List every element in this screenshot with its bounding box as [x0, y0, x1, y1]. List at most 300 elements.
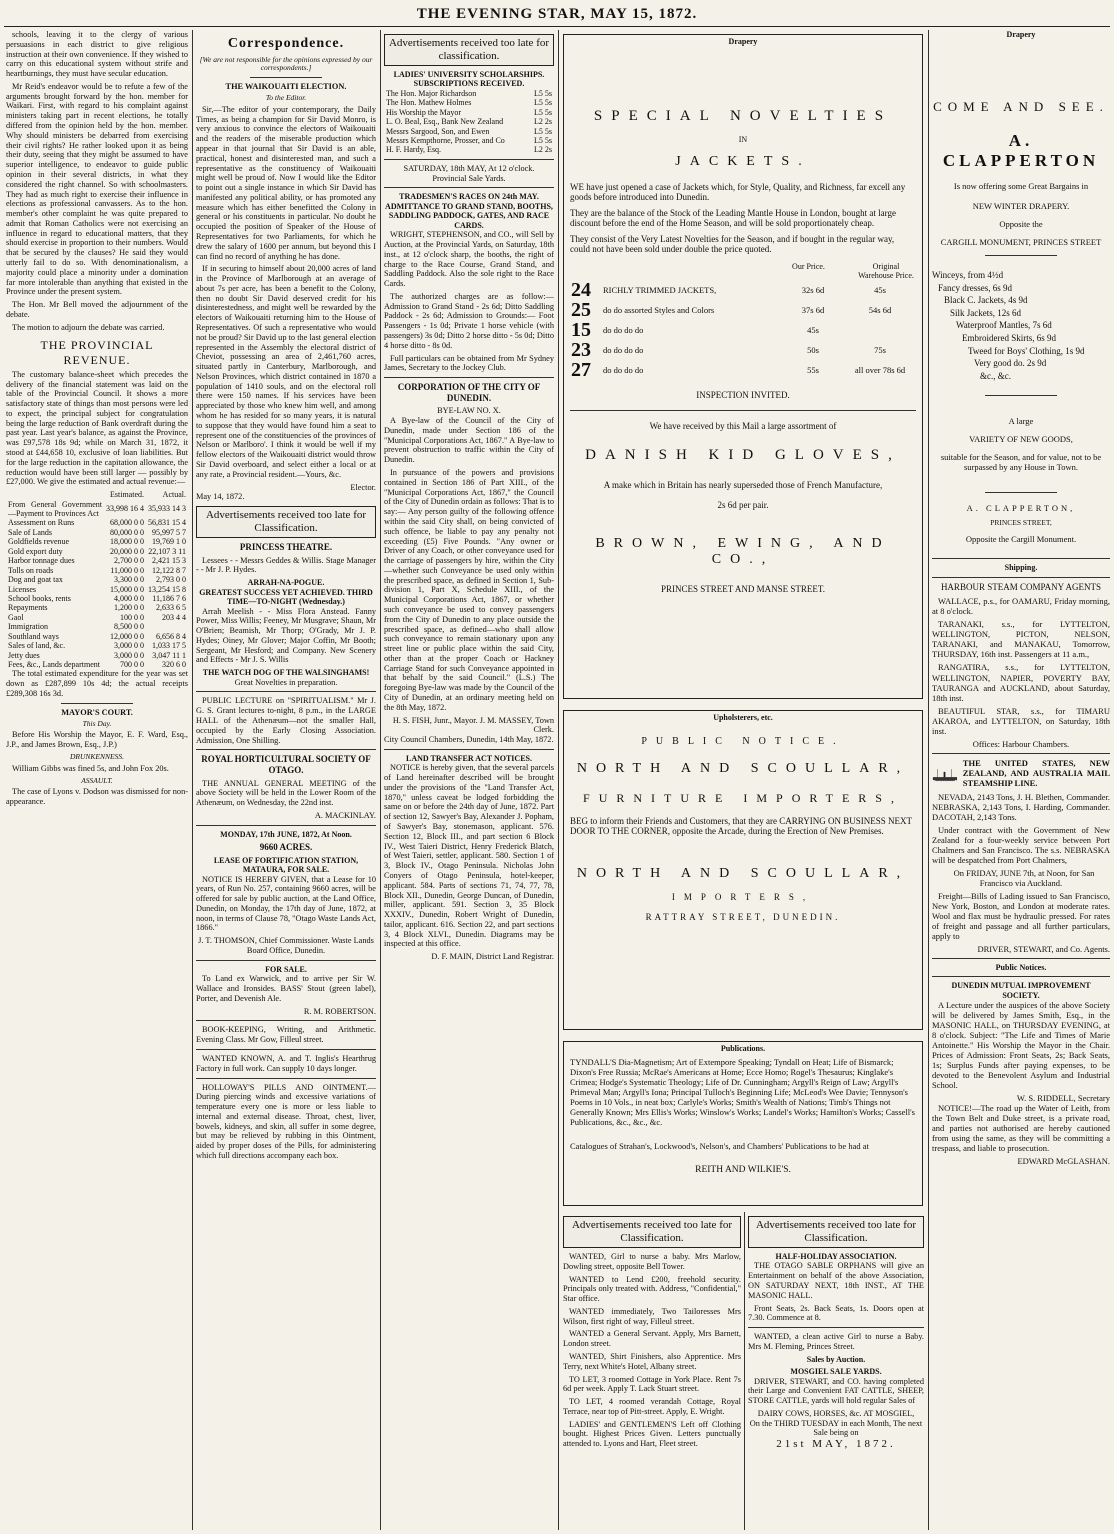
table-cell: RICHLY TRIMMED JACKETS, [603, 285, 717, 295]
divider [384, 187, 554, 188]
ad-text: WANTED to Lend £200, freehold security. Principals only treated with. Address, "Confidential," Star office. [563, 1274, 741, 1304]
ad-text: Great Novelties in preparation. [234, 677, 338, 687]
price-header: Original Warehouse Price. [858, 262, 914, 280]
table-cell: 15 [571, 319, 591, 341]
ad-headline: SPECIAL NOVELTIES [593, 108, 893, 124]
table-cell: 27 [571, 359, 591, 381]
divider [196, 1020, 376, 1021]
ad-title: LAND TRANSFER ACT NOTICES. [406, 753, 532, 763]
column-rule [192, 30, 193, 1530]
table-row [384, 89, 554, 98]
ad-text: WANTED, a clean active Girl to nurse a Baby. Mrs M. Fleming, Princes Street. [748, 1332, 924, 1351]
table-cell: 320 6 0 [162, 660, 186, 669]
ads-header: Advertisements received too late for Classification. [196, 506, 376, 538]
ad-text: SATURDAY, 18th MAY, At 12 o'clock. [403, 163, 535, 173]
ad-text: They consist of the Very Latest Novelties for the Season, and if bought in the regular way, could not have been sold under double the price quoted. [570, 234, 895, 254]
ad-title: LEASE OF FORTIFICATION STATION, MATAURA, FOR SALE. [213, 855, 359, 875]
table-cell: 33,998 16 4 [106, 504, 144, 514]
table-cell: 3,300 0 0 [114, 575, 144, 585]
ad-text: DAIRY COWS, HORSES, &c. AT MOSGIEL, [757, 1408, 915, 1418]
table-cell: Immigration [8, 622, 48, 632]
table-cell: 2,700 0 0 [114, 556, 144, 566]
ad-headline: NORTH AND SCOULLAR, [576, 761, 910, 776]
table-row [6, 575, 188, 584]
table-row [570, 360, 916, 380]
north-scoullar-advert [563, 710, 923, 1030]
table-row [570, 280, 916, 300]
table-cell: 68,000 0 0 [110, 518, 144, 528]
divider [61, 703, 134, 704]
table-row [6, 500, 188, 519]
divider [196, 749, 376, 750]
paragraph: The motion to adjourn the debate was carried. [12, 322, 165, 332]
ad-signature: J. T. THOMSON, Chief Commissioner. Waste Lands Board Office, Dunedin. [198, 936, 374, 956]
ad-text: INSPECTION INVITED. [696, 390, 790, 400]
table-cell: Jetty dues [8, 650, 40, 660]
table-cell: 3,000 0 0 [114, 641, 144, 651]
divider [384, 377, 554, 378]
table-cell: 2,793 0 0 [156, 575, 186, 585]
divider [384, 159, 554, 160]
ad-text: Front Seats, 2s. Back Seats, 1s. Doors open at 7.30. Commence at 8. [748, 1303, 924, 1323]
ad-text: REITH AND WILKIE'S. [695, 1165, 791, 1175]
table-row [6, 566, 188, 575]
ad-title: MONDAY, 17th JUNE, 1872, At Noon. [220, 829, 352, 839]
table-row [384, 98, 554, 107]
ad-text: PRINCES STREET AND MANSE STREET. [661, 584, 825, 594]
letter-to: To the Editor. [265, 92, 307, 102]
divider [932, 976, 1110, 977]
ad-text: TO LET, 4 roomed verandah Cottage, Royal Terrace, near top of Pitt-street. Apply, E. Wright. [563, 1397, 741, 1416]
table-row [6, 632, 188, 641]
ad-text: WANTED immediately, Two Tailoresses Mrs Wilson, first right of way, Filleul street. [563, 1306, 741, 1326]
ad-signature: R. M. ROBERTSON. [303, 1006, 376, 1016]
ad-text: Offices: Harbour Chambers. [972, 738, 1070, 749]
section-heading: Correspondence. [227, 36, 345, 51]
column-rule [380, 30, 381, 1530]
paragraph: Mr Reid's endeavor would be to refute a few of the arguments brought forward by the hon. member for Waikari. First, with regard to his complaint against ministers taking part in recent elections, he totally differed from the opinion held by the hon. member. Why should ministers be debarred from exercising their civil rights? He rather looked upon it as being their duty, seeing that they might be assumed to have superior intelligence, to endeavor to guide public opinion in their several districts, in what they considered the right channel. So with schoolmasters. They had as much right to exercise their influence in elections as professional canvassers. As to the hon. member's other complaint he was quite prepared to admit that Roman Catholics were not exercising an influence in regard to educational matters, that they should exercise in proportion to their numbers. Would that be secured by the clauses? He said they would utterly fail to do so. With denominationalism, a majority could place a minority under a domination far more intolerable than anything that existed in the Province under the present system. [6, 81, 188, 297]
table-row [6, 603, 188, 612]
divider [570, 410, 916, 411]
table-cell: 50s [807, 345, 819, 355]
table-cell: 6,656 8 4 [156, 631, 186, 641]
table-cell: Gaol [8, 612, 24, 622]
ad-text: Opposite the [999, 218, 1043, 229]
section-heading: MAYOR'S COURT. [61, 707, 133, 717]
ad-text: HOLLOWAY'S PILLS AND OINTMENT.—During piercing winds and excessive variations of temperature every one is more or less liable to internal and external disease. Throat, chest, liver, bowels, kidneys, and skin, all suffer in some degree, but may be relieved by rubbing in this Ointment, aided by proper doses of the Pills, for administering which full directions accompany each box. [196, 1082, 376, 1160]
table-cell: 11,000 0 0 [110, 565, 144, 575]
table-cell: do do assorted Styles and Colors [603, 305, 715, 315]
table-cell: Tolls on roads [8, 565, 54, 575]
ad-signature: DRIVER, STEWART, and Co. Agents. [977, 943, 1110, 954]
table-cell: 95,997 5 7 [152, 527, 186, 537]
table-cell: 80,000 0 0 [110, 527, 144, 537]
ad-text: A large [1008, 416, 1034, 427]
ad-text: TYNDALL'S Dia-Magnetism; Art of Extempore Speaking; Tyndall on Heat; Life of Bismarck; Dixon's Free Russia; McRae's Americans at Home; Ecce Homo; Rogel's Thesaurus; Kinglake's Crimea; Hodge's Systematic Theology; Life of Dr. Cunningham; Argyll's Reign of Law; Argyll's Primeval Man; Argyll's Iona; Principal Tulloch's Beginning Life; McLeod's Wee Davie; Tennyson's Poems in 10 Vols., in neat box; Carlyle's Works; Smith's Wealth of Nations; Timb's Things not Generally Known; Mrs Ellis's Works; Winslow's Works; Landel's Works; Hamilton's Works; Cassell's Publications, &c., &c., &c. [570, 1057, 915, 1127]
ad-text: BOOK-KEEPING, Writing, and Arithmetic. Evening Class. Mr Gow, Filleul street. [196, 1025, 376, 1045]
table-cell: L5 5s [534, 107, 552, 117]
ad-text: 21st MAY, 1872. [776, 1438, 896, 1451]
table-row [6, 660, 188, 669]
ad-text: PUBLIC LECTURE on "SPIRITUALISM." Mr J. G. S. Grant lectures to-night, 8 p.m., in the LARGE HALL of the Athenæum—not the smaller Hall, occupied by the Early Closing Association. Admission, One Shilling. [196, 696, 376, 745]
divider [196, 825, 376, 826]
divider [985, 395, 1056, 396]
signature: Elector. [350, 482, 376, 492]
table-row [6, 528, 188, 537]
table-cell: 37s 6d [801, 305, 825, 315]
table-cell: 55s [807, 365, 819, 375]
table-row [6, 585, 188, 594]
ad-text: Opposite the Cargill Monument. [965, 534, 1077, 545]
table-row [6, 537, 188, 546]
ad-text: TO LET, 3 roomed Cottage in York Place. Rent 7s 6d per week. Apply T. Lack Stuart street. [563, 1374, 741, 1394]
ad-text: TARANAKI, s.s., for LYTTELTON, WELLINGTON, PICTON, NELSON, TARANAKI, and MANAKAU, Tomorrow, THURSDAY, 16th inst. Passengers at 11 a.m., [932, 619, 1110, 660]
table-row [570, 300, 916, 320]
list-item: Black C. Jackets, 4s 9d [944, 295, 1028, 306]
masthead: THE EVENING STAR, MAY 15, 1872. [416, 6, 698, 22]
divider [196, 691, 376, 692]
table-cell: His Worship the Mayor [386, 107, 461, 117]
column-auction [748, 1212, 924, 1530]
ad-text: Is now offering some Great Bargains in [953, 180, 1089, 191]
ad-text: THE ANNUAL GENERAL MEETING of the above Society will be held in the Lower Room of the Athenæum, on Wednesday, the 22nd inst. [196, 778, 376, 808]
ad-text: A make which in Britain has nearly superseded those of French Manufacture, [603, 480, 883, 490]
table-row [384, 108, 554, 117]
paragraph: The customary balance-sheet which precedes the delivery of the financial statement was laid on the table of the Provincial Council. It shows a more satisfactory state of things than most persons were led to expect, the principal subject for congratulation being the large reduction of Bank overdraft during the past year. Last year's balance, as against the Province, was £97,578 18s 9d; while on March 31, 1872, it stood at £44,658 10, exclusive of loan liabilities. But for the large reduction in the capitation allowance, the reduction would have been still larger — possibly by £27,000. We give the estimated and actual revenue:— [6, 369, 188, 487]
ad-signature: D. F. MAIN, District Land Registrar. [431, 952, 554, 962]
table-cell: 8,500 0 0 [114, 622, 144, 632]
divider [985, 492, 1056, 493]
table-cell: 22,107 3 11 [148, 546, 186, 556]
ad-text: DRIVER, STEWART, and CO. having completed their Large and Convenient FAT CATTLE, SHEEP, STORE CATTLE, yards will hold regular Sales of [748, 1376, 924, 1406]
ad-signature: H. S. FISH, Junr., Mayor. J. M. MASSEY, Town Clerk. [392, 715, 554, 735]
table-row [384, 117, 554, 126]
table-cell: 2,633 6 5 [156, 603, 186, 613]
table-cell: 12,000 0 0 [110, 631, 144, 641]
ad-text: A Bye-law of the Council of the City of Dunedin, made under Section 186 of the "Municipal Corporations Act, 1867." A Bye-law to prevent obstruction to traffic within the City of Dunedin. [384, 416, 554, 465]
steamship-icon [932, 758, 959, 792]
divider [932, 577, 1110, 578]
table-cell: Sale of Lands [8, 527, 52, 537]
table-cell: Assessment on Runs [8, 518, 75, 528]
column-rule [744, 1212, 745, 1530]
ad-text: NEVADA, 2143 Tons, J. H. Blethen, Commander. NEBRASKA, 2,143 Tons, I. Harding, Commander. DACOTAH, 2,143 Tons. [932, 791, 1110, 822]
table-cell: Southland ways [8, 631, 59, 641]
table-row [6, 518, 188, 527]
category-label: Publications. [720, 1044, 766, 1053]
table-cell: 1,033 17 5 [152, 641, 186, 651]
ad-headline: COME AND SEE. [933, 99, 1109, 115]
divider [932, 958, 1110, 959]
column-right [932, 30, 1110, 1530]
ad-title: 9660 ACRES. [259, 842, 313, 853]
divider [985, 255, 1056, 256]
revenue-table [6, 490, 188, 669]
paragraph: If in securing to himself about 20,000 acres of land in the Province of Marlborough at an average of about 7s per acre, has been a benefit to the Colony, then no doubt Sir David deserved credit for his disinterestedness, and might well be rewarded by the electors of Waikouaiti returning him to the House of Representatives. Of such a representative who would not be proud? Sir David up to the last general election represented in the Assembly the electoral district of Cheviot, possessing an area of 2,461,760 acres, situated partly in Canterbury, Marlborough, and Nelson Provinces, which district contained in 1870 a population of 1410 souls, and on the electoral roll there were 150 names. If his services have been appreciated by those who knew him well, and among whom he has resided for so many years, it is natural to suppose that they would have found him a seat to represent one of the constituencies of the provinces of Nelson or Marlboro'. I think it would be well if my fellow electors of the Waikouaiti district would throw Sir David overboard, and select either a local or at any rate, a Provincial resident.—Yours, &c. [196, 264, 376, 479]
category-label: Upholsterers, etc. [713, 713, 773, 722]
table-header [6, 490, 104, 499]
table-cell: 32s 6d [801, 285, 825, 295]
ad-text: IN [738, 135, 748, 144]
ad-title: ROYAL HORTICULTURAL SOCIETY OF OTAGO. [201, 754, 371, 775]
table-cell: Dog and goat tax [8, 575, 63, 585]
divider [250, 77, 322, 78]
ad-text: THE OTAGO SABLE ORPHANS will give an Entertainment on behalf of the above Association, ON SATURDAY NEXT, 18th INST., AT THE MASONIC HALL. [748, 1261, 924, 1300]
ad-text: PRINCES STREET, [990, 518, 1052, 528]
ad-text: Freight—Bills of Lading issued to San Francisco, New York, Boston, and London at moderate rates. Wool and flax must be hydraulic pressed. For rates of freight and passage and all further particulars, apply to [932, 890, 1110, 941]
ads-header: Advertisements received too late for Classification. [748, 1216, 924, 1248]
ad-headline: DANISH KID GLOVES, [585, 447, 901, 463]
table-cell: Harbor tonnage dues [8, 556, 75, 566]
divider [932, 753, 1110, 754]
ad-title: THE WATCH DOG OF THE WALSINGHAMS! [202, 668, 370, 678]
table-cell: 1,200 0 0 [114, 603, 144, 613]
reith-wilkie-advert [563, 1041, 923, 1206]
column-correspondence [196, 30, 376, 1530]
table-row [570, 320, 916, 340]
table-cell: all over 78s 6d [854, 365, 906, 375]
list-item: Waterproof Mantles, 7s 6d [956, 320, 1052, 331]
ad-text: NEW WINTER DRAPERY. [972, 200, 1070, 211]
table-cell: Fees, &c., Lands department [8, 660, 100, 669]
letter-date: May 14, 1872. [196, 492, 245, 502]
ad-text: A. CLAPPERTON, [966, 503, 1076, 514]
ads-header: Advertisements received too late for classification. [384, 34, 554, 66]
section-heading: THE PROVINCIAL REVENUE. [40, 338, 154, 367]
column-rule [928, 30, 929, 1530]
letter-title: THE WAIKOUAITI ELECTION. [225, 82, 347, 92]
ad-text: 2s 6d per pair. [717, 500, 769, 510]
table-cell: 4,000 0 0 [114, 593, 144, 603]
table-cell: 18,000 0 0 [110, 537, 144, 547]
table-cell: L2 2s [534, 145, 552, 155]
table-cell [146, 622, 188, 631]
table-cell: 19,769 1 0 [152, 537, 186, 547]
list-item: Embroidered Skirts, 6s 9d [962, 332, 1056, 343]
ad-text: NOTICE is hereby given, that the several parcels of Land hereinafter described will be brought under the provisions of the "Land Transfer Act, 1870," unless caveat be lodged forbidding the same on or before the 24th day of June, 1872. Part of section 12, Sawyer's Bay, Alexander J. Popham, of Sawyer's Bay, stonemason, applicant. 576. Section 12, Block III., and part section 6 Block IV., West Taieri District, Henry Frederick Blatch, of West Taieri, settler, applicant. 580. Section 1 of 3, Block IV., Otago Peninsula. Nicholas John Conyers of Otago Peninsula, hotel-keeper, applicant. 584. Parts of sections 71, 74, 77, 78, Block XII., Dunedin, George Duncan, of Dunedin, miller, applicant. 591. Section 3, 35 Block XXXIV., Dunedin, Robert Wright of Dunedin, tailor, applicant. 616. Section 22, and part sections 3, 4 Block XLVI., Dunedin. Diagrams may be inspected at this office. [384, 763, 554, 949]
ad-text: WANTED a General Servant. Apply, Mrs Barnett, London street. [563, 1329, 741, 1349]
table-cell: L5 5s [534, 98, 552, 108]
table-row [384, 127, 554, 136]
ad-text: WRIGHT, STEPHENSON, and CO., will Sell by Auction, at the Provincial Yards, on Saturday, 18th inst., at 12 o'clock sharp, the booths, the right of charge to the Race Course, Grand Stand, and Saddling Paddock. Also the sole right to the Race Cards. [384, 230, 554, 289]
paragraph: Before His Worship the Mayor, E. F. Ward, Esq., J.P., and James Brown, Esq., J.P.) [6, 730, 188, 750]
table-cell: H. F. Hardy, Esq. [386, 145, 442, 155]
column-wanted [563, 1212, 741, 1530]
table-row [6, 641, 188, 650]
divider [196, 1078, 376, 1079]
ad-title: MOSGIEL SALE YARDS. [790, 1367, 882, 1377]
list-item: Very good do. 2s 9d [974, 358, 1047, 369]
table-cell: do do do do [603, 365, 644, 375]
ad-title: LADIES' UNIVERSITY SCHOLARSHIPS. SUBSCRIPTIONS RECEIVED. [393, 69, 545, 89]
ad-headline: JACKETS. [675, 154, 811, 169]
ad-title: ARRAH-NA-POGUE. [247, 578, 325, 588]
list-item: &c., &c. [980, 370, 1011, 381]
table-header: Actual. [162, 490, 186, 500]
table-cell: 2,421 15 3 [152, 556, 186, 566]
table-cell: Licenses [8, 584, 36, 594]
divider [196, 960, 376, 961]
table-cell: 3,000 0 0 [114, 650, 144, 660]
divider [196, 1049, 376, 1050]
table-cell: 75s [874, 345, 886, 355]
disclaimer: [We are not responsible for the opinions expressed by our correspondents.] [199, 54, 373, 73]
ad-title: HARBOUR STEAM COMPANY AGENTS [940, 581, 1102, 592]
ad-title: HALF-HOLIDAY ASSOCIATION. [775, 1251, 897, 1261]
table-cell: do do do do [603, 325, 644, 335]
ad-headline: NORTH AND SCOULLAR, [576, 866, 910, 881]
table-cell: 56,831 15 4 [148, 518, 186, 528]
ad-text: BEAUTIFUL STAR, s.s., for TIMARU AKAROA, and LYTTELTON, on Saturday, 18th inst. [932, 705, 1110, 736]
table-cell: 203 4 4 [162, 612, 186, 622]
table-cell: L5 5s [534, 126, 552, 136]
ad-title: PRINCESS THEATRE. [239, 542, 333, 553]
table-cell: The Hon. Mathew Holmes [386, 98, 472, 108]
ad-text: On the THIRD TUESDAY in each Month, The next Sale being on [749, 1418, 923, 1438]
table-cell: 13,254 15 8 [148, 584, 186, 594]
list-item: Winceys, from 4½d [932, 269, 1004, 280]
table-cell: 45s [807, 325, 819, 335]
price-list [932, 270, 1110, 381]
list-item: Silk Jackets, 12s 6d [950, 307, 1021, 318]
table-cell: 23 [571, 339, 591, 361]
table-cell: 35,933 14 3 [148, 504, 186, 514]
paragraph: The Hon. Mr Bell moved the adjournment of the debate. [6, 300, 188, 319]
ad-title: FOR SALE. [265, 964, 307, 974]
ad-text: They are the balance of the Stock of the Leading Mantle House in London, bought at large discount before the end of the Home Season, and will be sold proportionately cheap. [570, 208, 896, 228]
jacket-price-table [570, 280, 916, 380]
ad-subtitle: BYE-LAW NO. X. [437, 406, 501, 416]
ad-title: ADMITTANCE TO GRAND STAND, BOOTHS, SADDLING PADDOCK, GATES, AND RACE CARDS. [385, 201, 553, 230]
ad-headline: A. CLAPPERTON [942, 130, 1100, 170]
ad-text: RATTRAY STREET, DUNEDIN. [645, 912, 841, 922]
ad-headline: FURNITURE IMPORTERS, [583, 791, 903, 805]
table-cell: Goldfields revenue [8, 537, 70, 547]
ad-text: In pursuance of the powers and provisions contained in Section 186 of Part XIII., of the "Municipal Corporations Act, 1867," the Council of the City of Dunedin ordain as follows: That is to say:— Any person guilty of the following offence within the said City shall, on being convicted of such offence, be liable to pay any penalty not exceeding (£5) Five Pounds. "Any owner or Driver of any Coach, or other conveyance used for the carriage of passengers by hire, within the City—whether such Conveyance be used only within the prescribed space, as defined in Section 1, Sub-division 1, Part X, Schedule XIII., of the Municipal Corporations Act, 1867, or whether such conveyance be used to convey passengers from the City of Dunedin to any place outside the prescribed space, as defined—who shall allow such conveyance to remain stationary upon any street line or public place within the said City, other than at the proper Coach or Hackney Carriage Stand for such Conveyance appointed in that behalf by the said Council." (L.S.) The foregoing Bye-law was made by the Council of the City of Dunedin, at an ordinary meeting held on the 8th May, 1872. [384, 468, 554, 712]
table-cell: Repayments [8, 603, 48, 613]
ad-text: IMPORTERS, [671, 892, 815, 902]
column-news [6, 30, 188, 1530]
paragraph: schools, leaving it to the clergy of various persuasions in each district to give religious instruction at their own convenience. If they wished to carry on this educational system without strife and heartburnings, they must have secular education. [6, 30, 188, 79]
category-label: Drapery [728, 37, 758, 46]
category-label: Shipping. [1004, 563, 1038, 573]
ad-title: GREATEST SUCCESS YET ACHIEVED. THIRD TIME—TO-NIGHT (Wednesday.) [199, 587, 373, 607]
ad-text: VARIETY OF NEW GOODS, [969, 434, 1073, 445]
table-header: Estimated. [110, 490, 144, 500]
ad-text: WANTED, Girl to nurse a baby. Mrs Marlow, Dowling street, opposite Bell Tower. [563, 1251, 741, 1271]
ad-text: To Land ex Warwick, and to arrive per Sir W. Wallace and Ironsides. BASS' Stout (green label), Porter, and Devenish Ale. [196, 974, 376, 1003]
ad-text: CARGILL MONUMENT, PRINCES STREET [940, 236, 1102, 247]
ad-text: Under contract with the Government of New Zealand for a four-weekly service between Port Chalmers and San Francisco. The s.s. NEBRASKA will be despatched from Port Chalmers, [932, 824, 1110, 865]
column-advertisements [384, 30, 554, 1530]
ad-text: Arrah Meelish - - Miss Flora Anstead. Fanny Power, Miss Willis; Feeney, Mr Musgrave; Shaun, Mr O'Brien; Beamish, Mr Thorp; O'Grady, Mr J. P. Hydes; Oiney, Mr Glover; Major Coffin, Mr Booth; Sergeant, Mr Hesford; and Company. New Scenery and Effects - Mr J. S. Willis [196, 606, 376, 665]
ad-text: Lessees - - Messrs Geddes & Willis. Stage Manager - - Mr J. P. Hydes. [196, 555, 376, 575]
table-cell: L5 5s [534, 88, 552, 98]
table-row [570, 340, 916, 360]
ad-text: WE have just opened a case of Jackets which, for Style, Quality, and Richness, far excell any goods before introduced into Dunedin. [570, 182, 906, 202]
ad-text: The authorized charges are as follow:— Admission to Grand Stand - 2s 6d; Ditto Saddling Paddock - 2s 6d; Admission to Grounds:— Foot Passengers - 1s 0d; Private 1 horse vehicle (with passengers) 3s 0d; Ditto 2 horse ditto - 5s 0d; Ditto 4 horse ditto - 8s 0d. [384, 291, 554, 350]
ad-text: A Lecture under the auspices of the above Society will be delivered by James Smith, Esq., in the MASONIC HALL, on THURSDAY EVENING, at 8 o'clock. Subject: "The Life and Times of Marie Antoinette." His Worship the Mayor in the Chair. Prices of Admission: Front Seats, 2s; Back Seats, 1s; Surplus Funds after paying expenses, to be devoted to the Benevolent Asylum and Industrial School. [932, 1000, 1110, 1091]
table-cell: 45s [874, 285, 886, 295]
ad-text: RANGATIRA, s.s., for LYTTELTON, WELLINGTON, NAPIER, POVERTY BAY, TAURANGA and AUCKLAND, about Saturday, 18th inst. [932, 662, 1110, 703]
table-cell: 700 0 0 [120, 660, 144, 669]
table-cell: 15,000 0 0 [110, 584, 144, 594]
table-cell: 12,122 8 7 [152, 565, 186, 575]
ad-text: Full particulars can be obtained from Mr Sydney James, Secretary to the Jockey Club. [384, 353, 554, 373]
ad-title: THE UNITED STATES, NEW ZEALAND, AND AUSTRALIA MAIL STEAMSHIP LINE. [962, 757, 1110, 788]
subheading: DRUNKENNESS. [70, 751, 124, 761]
ad-text: City Council Chambers, Dunedin, 14th May, 1872. [384, 735, 554, 745]
table-row [6, 613, 188, 622]
table-cell: L5 5s [534, 136, 552, 145]
table-cell: Gold export duty [8, 546, 63, 556]
ad-text: BEG to inform their Friends and Customers, that they are CARRYING ON BUSINESS NEXT DOOR TO THE CORNER, opposite the Arcade, during the Erection of New Premises. [570, 816, 912, 836]
ad-title: DUNEDIN MUTUAL IMPROVEMENT SOCIETY. [951, 981, 1091, 1000]
subscriptions-table [384, 89, 554, 155]
table-cell: L2 2s [534, 117, 552, 127]
paragraph: William Gibbs was fined 5s, and John Fox 20s. [12, 763, 169, 773]
list-item: Tweed for Boys' Clothing, 1s 9d [968, 345, 1085, 356]
category-label: Sales by Auction. [806, 1354, 866, 1364]
list-item: Fancy dresses, 6s 9d [938, 282, 1012, 293]
ad-signature: W. S. RIDDELL, Secretary [1016, 1093, 1110, 1104]
ad-text: NOTICE!—The road up the Water of Leith, from the Town Belt and Duke street, is a private road, and parties not authorised are hereby cautioned from using the same, as they will be committing a trespass, and liable to prosecution. [932, 1103, 1110, 1154]
table-cell: 25 [571, 299, 591, 321]
table-cell: do do do do [603, 345, 644, 355]
table-row [6, 594, 188, 603]
brown-ewing-advert [563, 34, 923, 699]
table-cell: 3,047 11 1 [152, 650, 186, 660]
table-cell: 100 0 0 [120, 612, 144, 622]
ad-text: Catalogues of Strahan's, Lockwood's, Nelson's, and Chambers' Publications to be had at [570, 1141, 869, 1151]
table-cell: Messrs Sargood, Son, and Ewen [386, 126, 490, 136]
paragraph: The total estimated expenditure for the year was set down as £287,899 10s 4d; the actual receipts £289,308 16s 3d. [6, 669, 188, 698]
category-label: Drapery [1006, 30, 1036, 39]
table-cell: 11,186 7 6 [152, 593, 186, 603]
table-row [384, 145, 554, 154]
ad-text: suitable for the Season, and for value, not to be surpassed by any House in Town. [940, 452, 1102, 473]
subheading: ASSAULT. [81, 775, 113, 785]
ad-signature: A. MACKINLAY. [314, 810, 376, 820]
price-header: Our Price. [792, 262, 825, 271]
table-row [6, 651, 188, 660]
table-cell: The Hon. Major Richardson [386, 88, 477, 98]
table-row [384, 136, 554, 145]
ad-text: WANTED KNOWN, A. and T. Inglis's Hearthrug Factory in full work. Can supply 10 days longer. [196, 1053, 376, 1073]
court-day: This Day. [82, 718, 112, 728]
table-cell: Sales of land, &c. [8, 641, 66, 651]
ad-title: CORPORATION OF THE CITY OF DUNEDIN. [397, 382, 541, 403]
top-rule [4, 26, 1110, 27]
divider [932, 558, 1110, 559]
paragraph: Sir,—The editor of your contemporary, the Daily Times, as being a champion for Sir David Monro, is very anxious to convince the electors of Waikouaiti and the readers of the miserable production which appear in that journal that Sir David is an able, practical, honest and disinterested man, and such a representative as the constituency of Waikouaiti might well be proud of. Now I would like the Editor to point out a single instance in which Sir David has manifested any political ability, or has promoted any measure which has either benefitted the Colony in general or his constituents in particular. No doubt he occupied the position of Speaker of the House of Representatives for two Parliaments, for which he drew the salary of 1600 per annum, but beyond this I can find no record of anything he has done. [196, 104, 376, 261]
table-row [6, 556, 188, 565]
divider [384, 749, 554, 750]
column-rule [558, 30, 559, 1530]
table-cell: Messrs Kempthorne, Prosser, and Co [386, 136, 505, 145]
table-row [6, 622, 188, 631]
ad-text: We have received by this Mail a large assortment of [649, 421, 837, 431]
divider [748, 1327, 924, 1328]
category-label: Public Notices. [995, 962, 1047, 972]
ad-text: WALLACE, p.s., for OAMARU, Friday morning, at 8 o'clock. [932, 596, 1110, 617]
ads-header: Advertisements received too late for Classification. [563, 1216, 741, 1248]
ad-text: LADIES' and GENTLEMEN'S Left off Clothing bought. Highest Prices Given. Letters punctually attended to. Lyons and Hart, Fleet street. [563, 1419, 741, 1449]
ad-headline: BROWN, EWING, AND CO., [595, 536, 891, 567]
table-cell: L. O. Beal, Esq., Bank New Zealand [386, 117, 504, 127]
table-cell: 20,000 0 0 [110, 546, 144, 556]
table-cell: 24 [571, 279, 591, 301]
